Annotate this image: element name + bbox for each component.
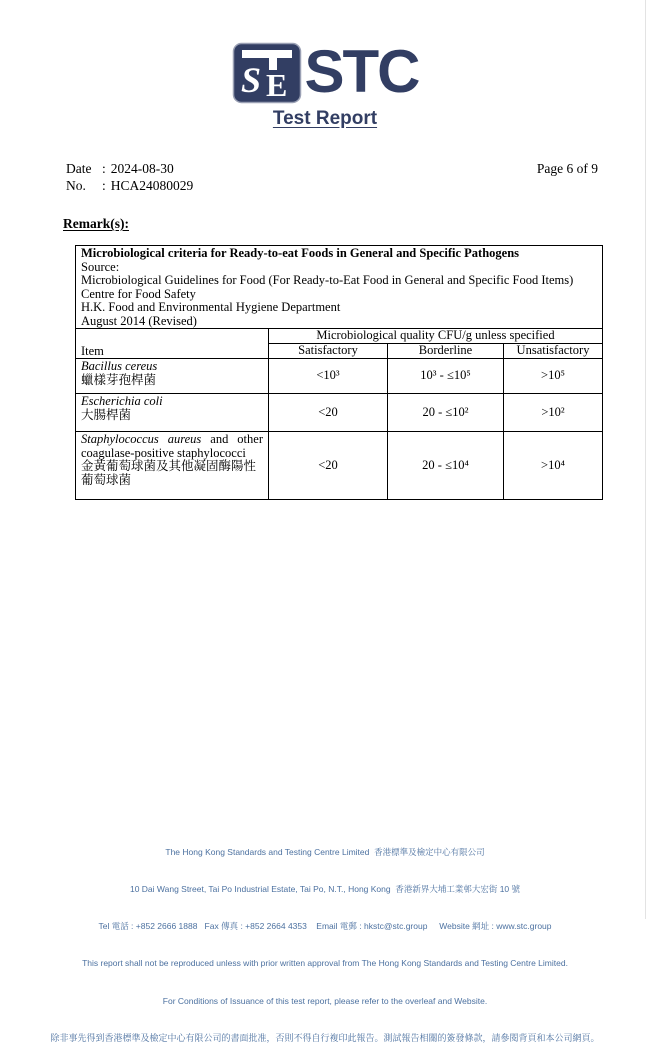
- source-line: H.K. Food and Environmental Hygiene Department: [81, 300, 341, 314]
- logo-block: [0, 38, 650, 105]
- report-no-label: No.: [66, 178, 86, 193]
- column-header-borderline: Borderline: [388, 344, 504, 359]
- satisfactory-value: <20: [269, 432, 388, 500]
- organism-latin-name: Staphylococcus aureus: [81, 432, 202, 446]
- report-no-value: HCA24080029: [110, 178, 194, 193]
- source-line: August 2014 (Revised): [81, 313, 197, 328]
- group-header: Microbiological quality CFU/g unless specified: [269, 329, 603, 344]
- organism-chinese-name: 金黃葡萄球菌及其他凝固酶陽性葡萄球菌: [81, 459, 257, 487]
- group-header-row: [76, 329, 603, 344]
- remark-heading: Remark(s):: [63, 216, 129, 231]
- item-name-cell: [76, 394, 269, 432]
- meta-row-date: [66, 160, 598, 177]
- report-meta: [66, 160, 598, 194]
- footer-address-line: 10 Dai Wang Street, Tai Po Industrial Estate, Tai Po, N.T., Hong Kong 香港新界大埔工業邨大宏街 10 號: [129, 884, 521, 895]
- criteria-table: [75, 245, 603, 500]
- source-line: Centre for Food Safety: [81, 286, 196, 301]
- satisfactory-value: <20: [269, 394, 388, 432]
- unsatisfactory-value: >10⁴: [504, 432, 603, 500]
- footer-company-line: The Hong Kong Standards and Testing Centre Limited 香港標準及檢定中心有限公司: [165, 846, 485, 857]
- organism-name-rest: and other coagulase-positive staphylococci: [81, 432, 263, 460]
- satisfactory-value: <10³: [269, 359, 388, 394]
- column-header-unsatisfactory: Unsatisfactory: [504, 344, 603, 359]
- footer-chinese-disclaimer-line: 除非事先得到香港標準及檢定中心有限公司的書面批准，否則不得自行複印此報告。測試報告相關的簽發條款，請參閱背頁和本公司網頁。: [50, 1032, 600, 1043]
- source-line: Microbiological Guidelines for Food (For Ready-to-Eat Food in General and Specific Food Items): [81, 273, 574, 287]
- report-title-wrap: [0, 108, 650, 130]
- column-header-satisfactory: Satisfactory: [269, 344, 388, 359]
- borderline-value: 10³ - ≤10⁵: [388, 359, 504, 394]
- stc-emblem-icon: [232, 42, 302, 104]
- organism-chinese-name: 大腸桿菌: [81, 407, 132, 422]
- borderline-value: 20 - ≤10⁴: [388, 432, 504, 500]
- table-title-cell: [76, 246, 603, 329]
- organism-latin-name: Escherichia coli: [81, 394, 163, 408]
- report-title: Test Report: [272, 108, 378, 129]
- date-value: 2024-08-30: [110, 161, 174, 176]
- report-footer: [0, 821, 650, 1057]
- table-title-row: [76, 246, 603, 329]
- footer-disclaimer-line: This report shall not be reproduced unless with prior written approval from The Hong Kong Standards and Testing Centre Limited.: [82, 958, 568, 969]
- organism-latin-name: Bacillus cereus: [81, 359, 158, 373]
- organism-chinese-name: 蠟樣芽孢桿菌: [81, 372, 157, 387]
- table-row: [76, 394, 603, 432]
- brand-wordmark: STC: [304, 38, 419, 105]
- unsatisfactory-value: >10⁵: [504, 359, 603, 394]
- scan-edge-line: [645, 0, 646, 919]
- footer-contact-line: Tel 電話 : +852 2666 1888 Fax 傳真 : +852 2664 4353 Email 電郵 : hkstc@stc.group Website 網址 : www.stc.group: [98, 921, 552, 932]
- svg-text:S: S: [240, 60, 261, 100]
- table-row: [76, 432, 603, 500]
- item-name-cell: [76, 359, 269, 394]
- report-no-separator: :: [102, 178, 106, 193]
- date-label: Date: [66, 161, 92, 176]
- svg-text:E: E: [265, 67, 287, 103]
- table-title: Microbiological criteria for Ready-to-eat Foods in General and Specific Pathogens: [81, 246, 520, 260]
- source-label: Source:: [81, 259, 120, 274]
- item-name-cell: [76, 432, 269, 500]
- footer-conditions-line: For Conditions of Issuance of this test report, please refer to the overleaf and Website.: [162, 995, 488, 1006]
- page-indicator: Page 6 of 9: [536, 161, 598, 176]
- unsatisfactory-value: >10²: [504, 394, 603, 432]
- item-column-header: Item: [76, 329, 269, 359]
- borderline-value: 20 - ≤10²: [388, 394, 504, 432]
- meta-row-number: [66, 177, 598, 194]
- table-row: [76, 359, 603, 394]
- date-separator: :: [102, 161, 106, 176]
